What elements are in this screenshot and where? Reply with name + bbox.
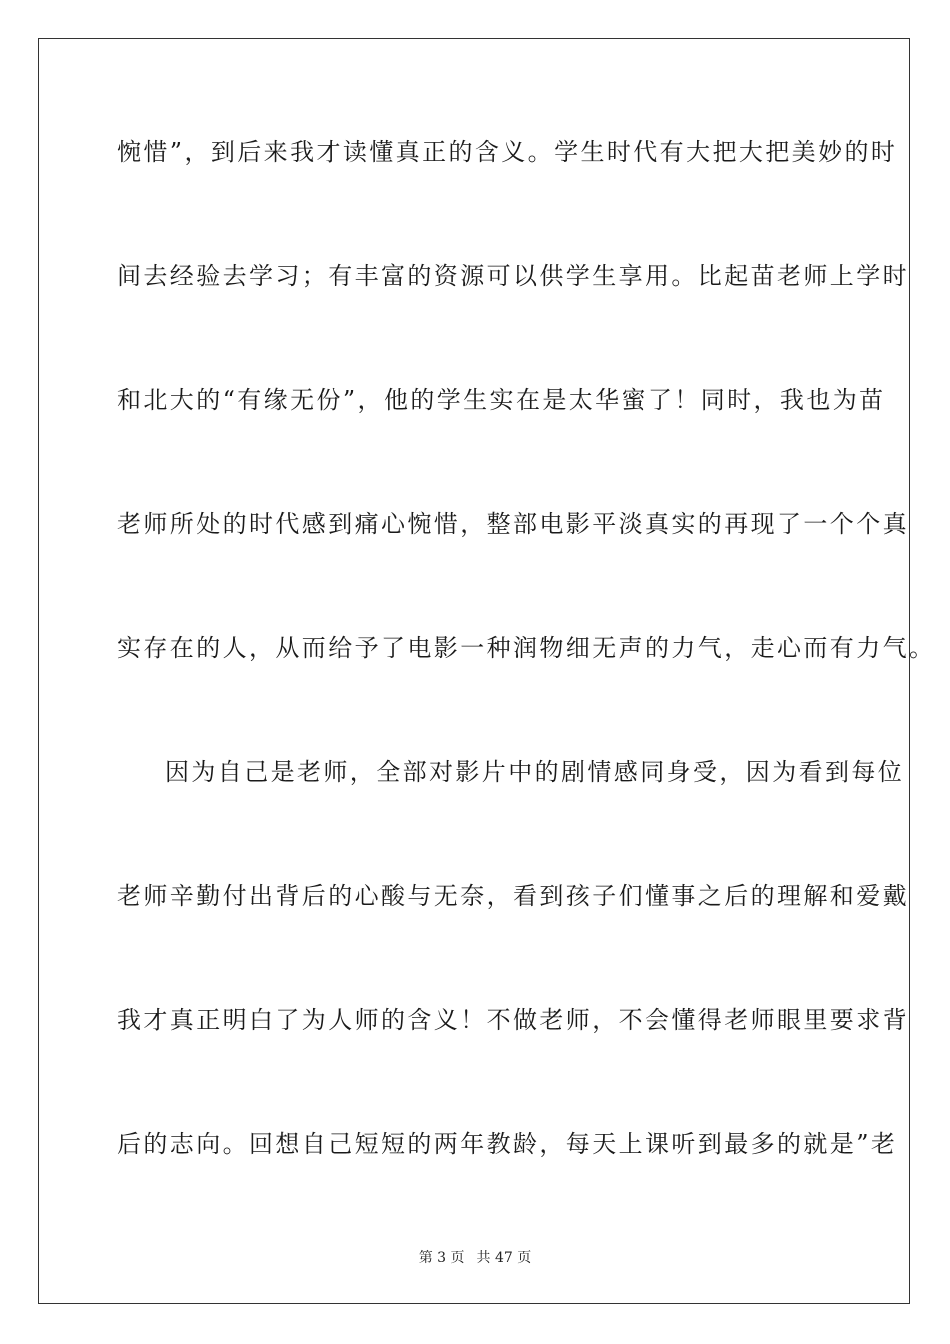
page-total: 共 47 页 <box>476 1250 532 1266</box>
page-number: 第 3 页 <box>418 1250 465 1266</box>
text-line: 我才真正明白了为人师的含义！不做老师，不会懂得老师眼里要求背 <box>117 1006 909 1034</box>
text-line: 老师所处的时代感到痛心惋惜，整部电影平淡真实的再现了一个个真 <box>117 510 909 538</box>
text-line: 后的志向。回想自己短短的两年教龄，每天上课听到最多的就是”老 <box>117 1130 898 1158</box>
page-footer <box>0 1249 950 1267</box>
text-line: 老师辛勤付出背后的心酸与无奈，看到孩子们懂事之后的理解和爱戴 <box>117 882 909 910</box>
text-line: 惋惜”，到后来我才读懂真正的含义。学生时代有大把大把美妙的时 <box>117 138 898 166</box>
text-line: 间去经验去学习；有丰富的资源可以供学生享用。比起苗老师上学时 <box>117 262 909 290</box>
text-line: 实存在的人，从而给予了电影一种润物细无声的力气，走心而有力气。 <box>117 634 936 662</box>
text-line: 和北大的“有缘无份”，他的学生实在是太华蜜了！同时，我也为苗 <box>117 386 886 414</box>
page-border <box>38 38 936 1304</box>
paragraph-first-line: 因为自己是老师，全部对影片中的剧情感同身受，因为看到每位 <box>165 758 905 786</box>
